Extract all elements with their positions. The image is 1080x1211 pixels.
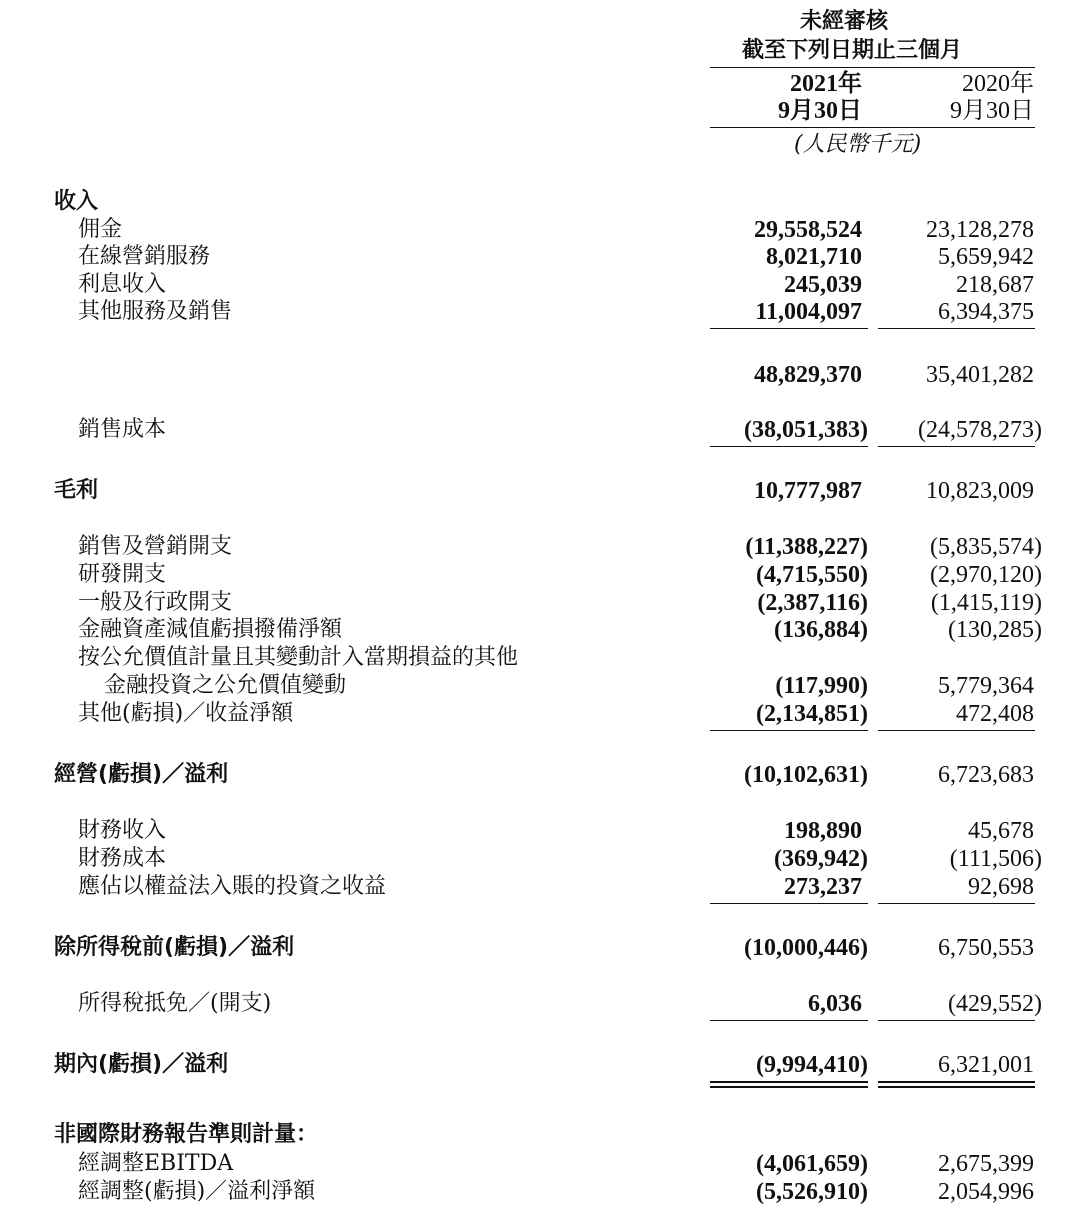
value-2020: 6,723,683	[938, 762, 1034, 788]
value-2021: 8,021,710	[766, 244, 862, 270]
value-2020: (5,835,574)	[930, 534, 1042, 560]
subtotal-rule	[710, 328, 868, 329]
value-2020: (130,285)	[948, 617, 1042, 643]
value-2021: 11,004,097	[755, 299, 862, 325]
row-label: 經調整(虧損)／溢利淨額	[78, 1179, 316, 1204]
row-label: 所得稅抵免／(開支)	[78, 991, 272, 1016]
value-2020: 45,678	[968, 818, 1034, 844]
value-2021: (38,051,383)	[744, 417, 868, 443]
value-2020: 5,659,942	[938, 244, 1034, 270]
row-label: 銷售及營銷開支	[78, 534, 233, 559]
row-label: 金融投資之公允價值變動	[104, 673, 347, 698]
value-2021: (10,000,446)	[744, 935, 868, 961]
value-2020: 6,750,553	[938, 935, 1034, 961]
value-2021: 198,890	[784, 818, 862, 844]
subtotal-rule	[710, 730, 868, 731]
row-label: 除所得稅前(虧損)／溢利	[54, 935, 295, 960]
value-2020: 5,779,364	[938, 673, 1034, 699]
row-label: 收入	[54, 189, 99, 214]
value-2020: 23,128,278	[926, 217, 1034, 243]
header-divider-2	[710, 127, 1035, 128]
value-2020: (1,415,119)	[930, 590, 1042, 616]
subtotal-rule	[878, 1020, 1035, 1021]
revenue-total-2020: 35,401,282	[926, 362, 1034, 388]
value-2020: 6,394,375	[938, 299, 1034, 325]
row-label: 銷售成本	[78, 417, 167, 442]
row-label: 期內(虧損)／溢利	[54, 1052, 229, 1077]
row-label: 毛利	[54, 478, 99, 503]
value-2021: (10,102,631)	[744, 762, 868, 788]
value-2021: 29,558,524	[754, 217, 862, 243]
row-label: 其他(虧損)／收益淨額	[78, 701, 294, 726]
col1-date-header: 9月30日	[778, 98, 862, 124]
col1-year-header: 2021年	[790, 71, 862, 97]
value-2020: 472,408	[956, 701, 1034, 727]
value-2021: (2,387,116)	[757, 590, 868, 616]
subtotal-rule	[710, 903, 868, 904]
value-2020: 2,054,996	[938, 1179, 1034, 1205]
col2-year-header: 2020年	[962, 71, 1034, 97]
value-2020: (111,506)	[949, 846, 1042, 872]
value-2021: 6,036	[808, 991, 862, 1017]
revenue-total-2021: 48,829,370	[754, 362, 862, 388]
value-2021: (369,942)	[774, 846, 868, 872]
value-2021: 273,237	[784, 874, 862, 900]
value-2020: (24,578,273)	[918, 417, 1042, 443]
col2-date-header: 9月30日	[950, 98, 1034, 124]
value-2021: 10,777,987	[754, 478, 862, 504]
double-rule	[878, 1086, 1035, 1088]
row-label: 經營(虧損)／溢利	[54, 762, 229, 787]
header-divider	[710, 67, 1035, 68]
subtotal-rule	[710, 1020, 868, 1021]
row-label: 研發開支	[78, 562, 167, 587]
subtotal-rule	[878, 446, 1035, 447]
value-2020: 6,321,001	[938, 1052, 1034, 1078]
subtotal-rule	[878, 328, 1035, 329]
value-2021: (2,134,851)	[756, 701, 868, 727]
value-2021: (5,526,910)	[756, 1179, 868, 1205]
value-2020: 10,823,009	[926, 478, 1034, 504]
row-label: 經調整EBITDA	[78, 1151, 234, 1176]
value-2021: (117,990)	[775, 673, 868, 699]
row-label: 佣金	[78, 217, 123, 242]
header-title-unaudited: 未經審核	[800, 9, 889, 34]
value-2021: (9,994,410)	[756, 1052, 868, 1078]
double-rule	[878, 1081, 1035, 1083]
subtotal-rule	[878, 903, 1035, 904]
value-2021: (11,388,227)	[745, 534, 868, 560]
value-2020: 218,687	[956, 272, 1034, 298]
row-label: 一般及行政開支	[78, 590, 233, 615]
double-rule	[710, 1081, 868, 1083]
value-2021: (4,715,550)	[756, 562, 868, 588]
value-2020: (429,552)	[948, 991, 1042, 1017]
value-2020: 2,675,399	[938, 1151, 1034, 1177]
row-label: 在線營銷服務	[78, 244, 211, 269]
double-rule	[710, 1086, 868, 1088]
row-label: 財務收入	[78, 818, 167, 843]
row-label: 利息收入	[78, 272, 167, 297]
value-2021: (4,061,659)	[756, 1151, 868, 1177]
value-2021: 245,039	[784, 272, 862, 298]
row-label: 財務成本	[78, 846, 167, 871]
value-2020: 92,698	[968, 874, 1034, 900]
row-label: 其他服務及銷售	[78, 299, 233, 324]
row-label: 按公允價值計量且其變動計入當期損益的其他	[78, 645, 519, 670]
value-2020: (2,970,120)	[930, 562, 1042, 588]
unit-label: (人民幣千元)	[794, 132, 922, 157]
row-label: 應佔以權益法入賬的投資之收益	[78, 874, 387, 899]
value-2021: (136,884)	[774, 617, 868, 643]
subtotal-rule	[878, 730, 1035, 731]
row-label: 非國際財務報告準則計量：	[54, 1122, 319, 1147]
row-label: 金融資產減值虧損撥備淨額	[78, 617, 343, 642]
subtotal-rule	[710, 446, 868, 447]
header-title-period: 截至下列日期止三個月	[742, 38, 963, 63]
